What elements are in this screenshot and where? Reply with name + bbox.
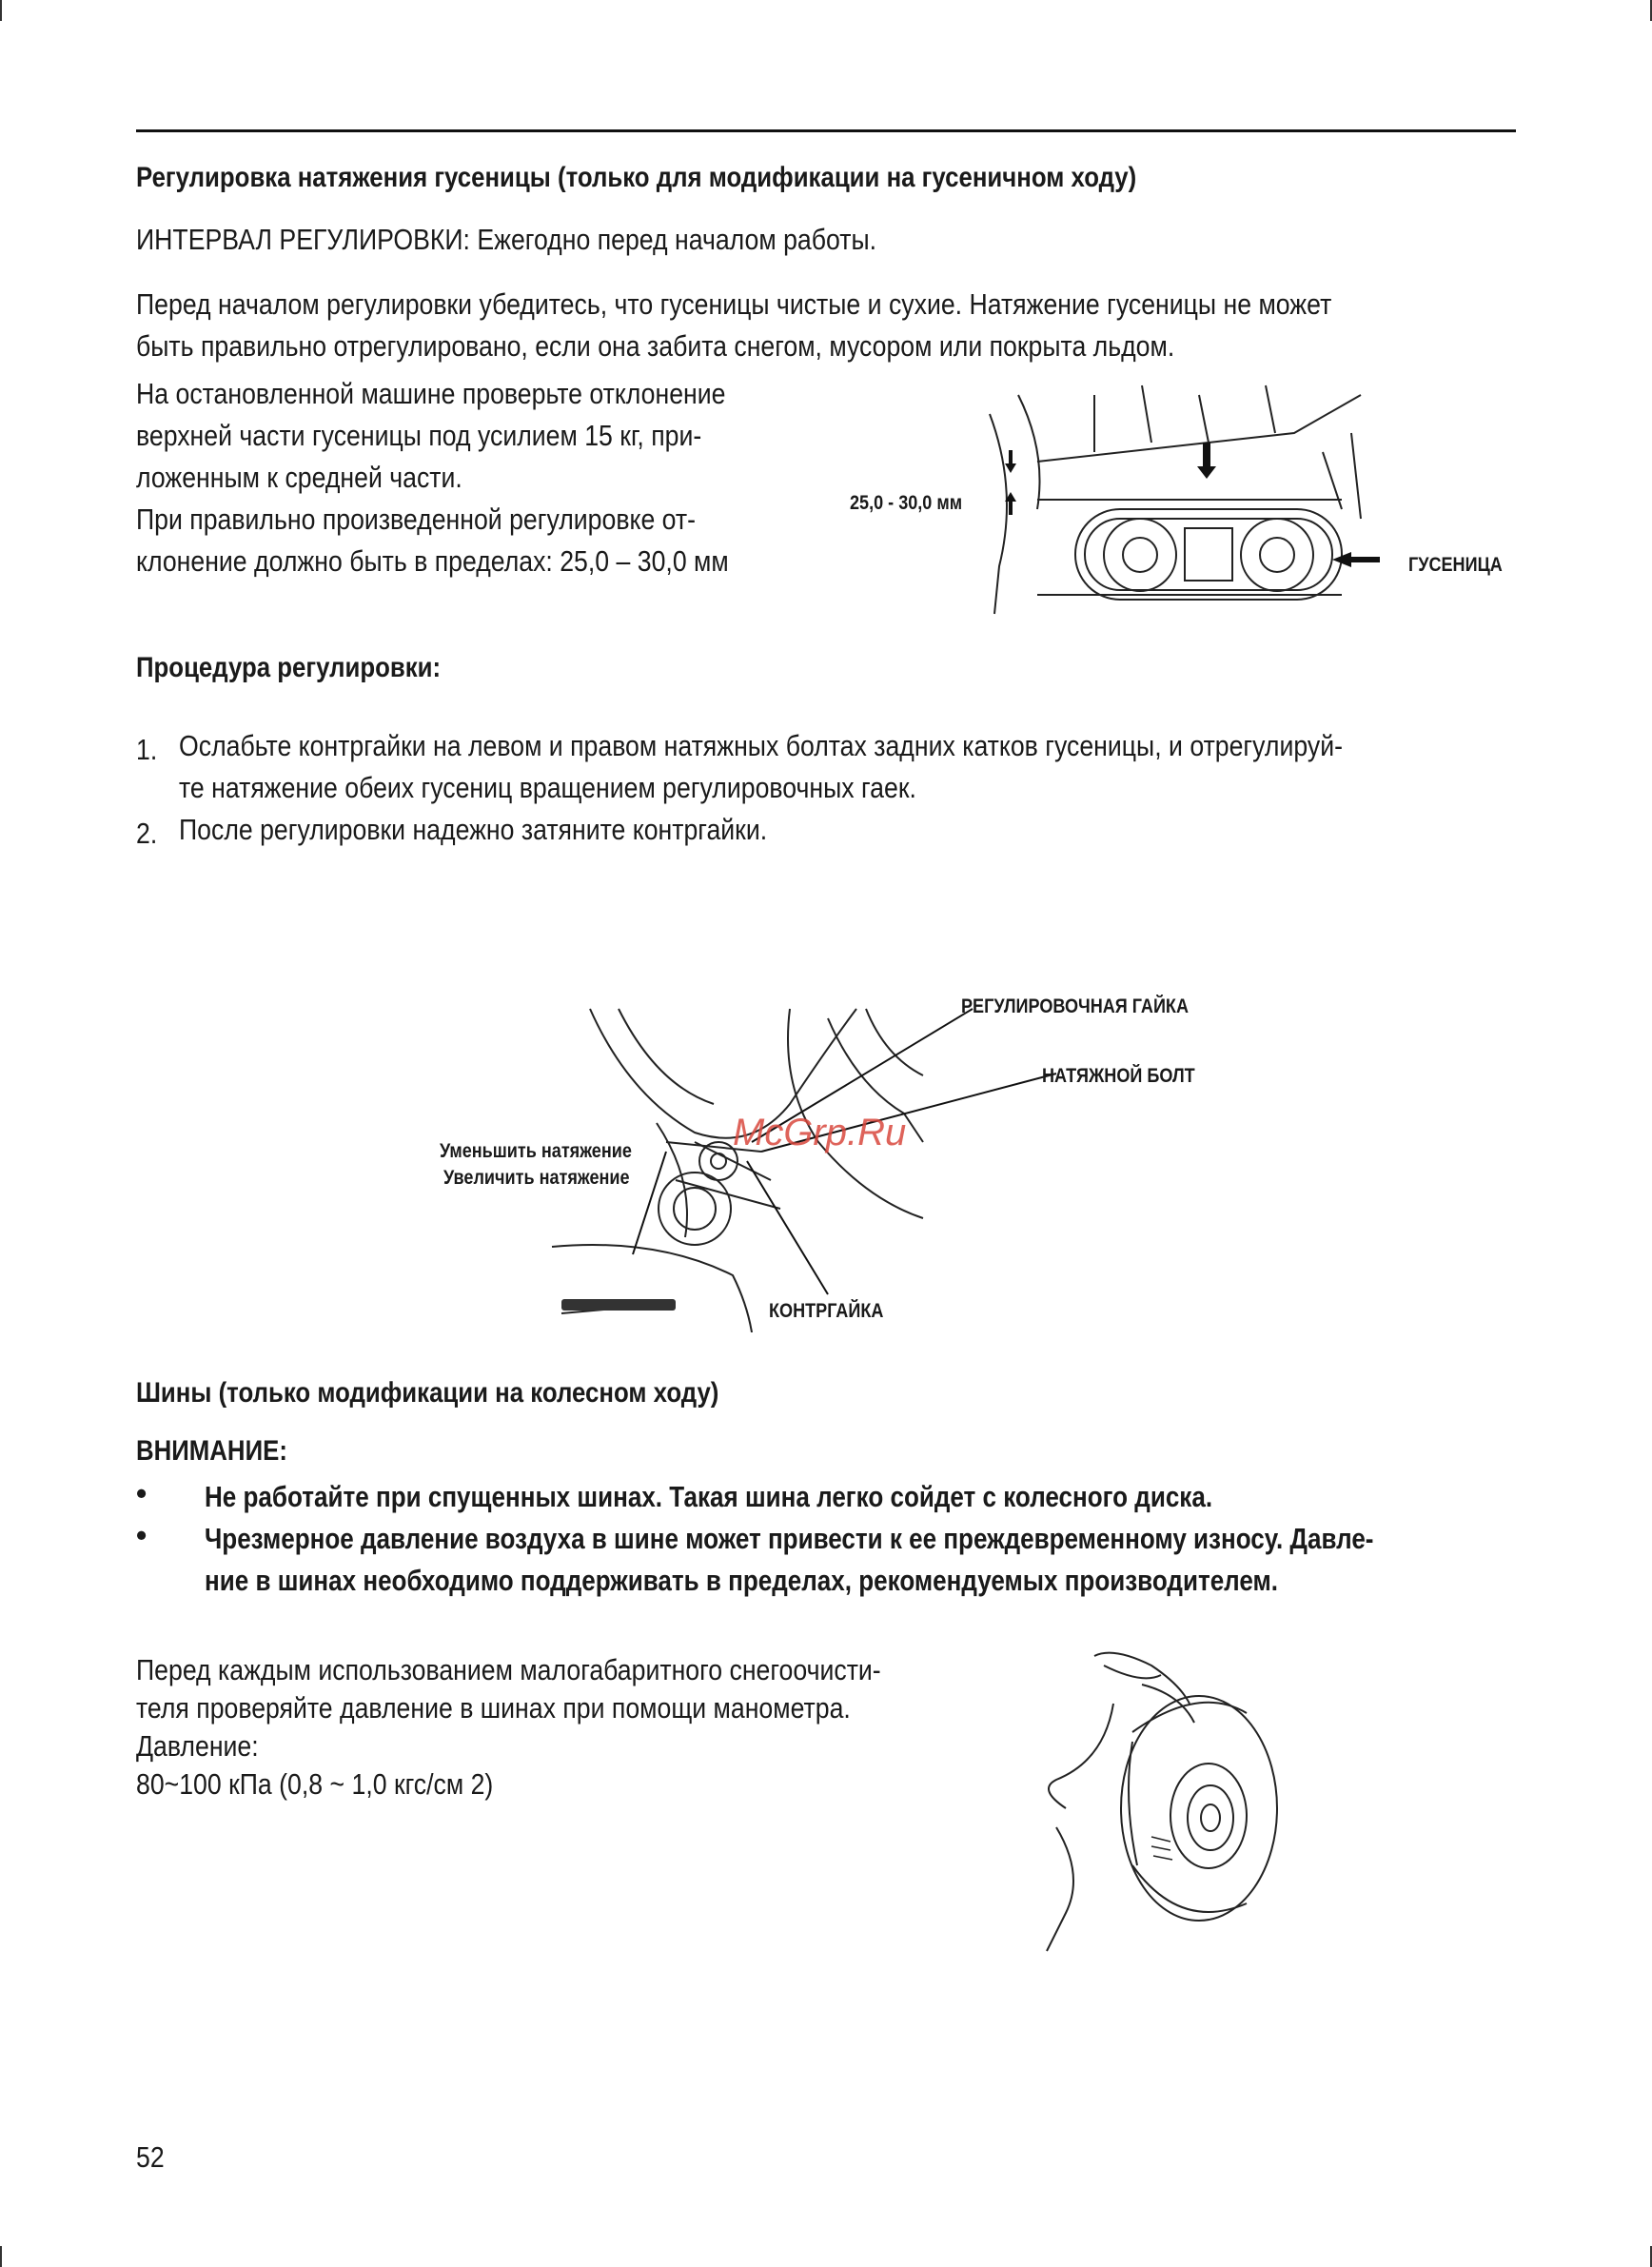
step-1-number: 1. — [136, 733, 158, 766]
increase-tension-label: Увеличить натяжение — [443, 1167, 630, 1189]
track-tension-heading: Регулировка натяжения гусеницы (только для модификации на гусеничном ходу) — [136, 162, 1137, 193]
track-figure — [980, 376, 1380, 623]
adjust-interval-text: ИНТЕРВАЛ РЕГУЛИРОВКИ: Ежегодно перед началом работы. — [136, 223, 877, 256]
bullet-1-line-1: Не работайте при спущенных шинах. Такая шина легко сойдет с колесного диска. — [205, 1480, 1213, 1513]
tire-pressure-value: 80~100 кПа (0,8 ~ 1,0 кгс/см 2) — [136, 1767, 494, 1801]
check-line-5: клонение должно быть в пределах: 25,0 – 30,0 мм — [136, 544, 729, 578]
watermark: McGrp.Ru — [733, 1112, 907, 1153]
tires-heading: Шины (только модификации на колесном ходу) — [136, 1377, 719, 1409]
tension-bolt-label: НАТЯЖНОЙ БОЛТ — [1042, 1065, 1195, 1087]
track-label: ГУСЕНИЦА — [1408, 554, 1503, 576]
bullet-2-mark: • — [136, 1518, 148, 1552]
lock-nut-label: КОНТРГАЙКА — [769, 1300, 884, 1322]
decrease-tension-label: Уменьшить натяжение — [440, 1140, 632, 1162]
intro-line-1: Перед началом регулировки убедитесь, что гусеницы чистые и сухие. Натяжение гусеницы не может — [136, 287, 1332, 321]
adjust-nut-label: РЕГУЛИРОВОЧНАЯ ГАЙКА — [961, 996, 1189, 1017]
bullet-2-line-2: ние в шинах необходимо поддерживать в пределах, рекомендуемых производителем. — [205, 1564, 1279, 1597]
check-line-3: ложенным к средней части. — [136, 461, 462, 494]
intro-line-2: быть правильно отрегулировано, если она забита снегом, мусором или покрыта льдом. — [136, 329, 1175, 363]
tire-check-line-1: Перед каждым использованием малогабаритного снегоочисти- — [136, 1653, 881, 1686]
step-1-line-2: те натяжение обеих гусениц вращением регулировочных гаек. — [179, 771, 916, 804]
crop-mark-top-left — [0, 0, 2, 21]
bullet-2-line-1: Чрезмерное давление воздуха в шине может привести к ее преждевременному износу. Давле- — [205, 1522, 1374, 1555]
warning-title: ВНИМАНИЕ: — [136, 1435, 287, 1467]
check-line-4: При правильно произведенной регулировке от- — [136, 503, 697, 536]
check-line-2: верхней части гусеницы под усилием 15 кг, при- — [136, 419, 702, 452]
tire-figure — [1028, 1646, 1285, 1970]
tire-check-line-2: теля проверяйте давление в шинах при помощи манометра. — [136, 1691, 851, 1725]
step-2-number: 2. — [136, 817, 158, 850]
adjustment-figure — [542, 990, 1209, 1332]
page-number: 52 — [136, 2140, 165, 2174]
deflection-label: 25,0 - 30,0 мм — [850, 492, 963, 514]
crop-mark-bottom-left — [0, 2246, 2, 2267]
procedure-heading: Процедура регулировки: — [136, 652, 442, 683]
step-1-line-1: Ослабьте контргайки на левом и правом натяжных болтах задних катков гусеницы, и отрегулируй- — [179, 729, 1343, 762]
check-line-1: На остановленной машине проверьте отклонение — [136, 377, 726, 410]
header-rule — [136, 129, 1516, 132]
step-2-line-1: После регулировки надежно затяните контргайки. — [179, 813, 768, 846]
bullet-1-mark: • — [136, 1476, 148, 1510]
tire-check-line-3: Давление: — [136, 1729, 259, 1763]
